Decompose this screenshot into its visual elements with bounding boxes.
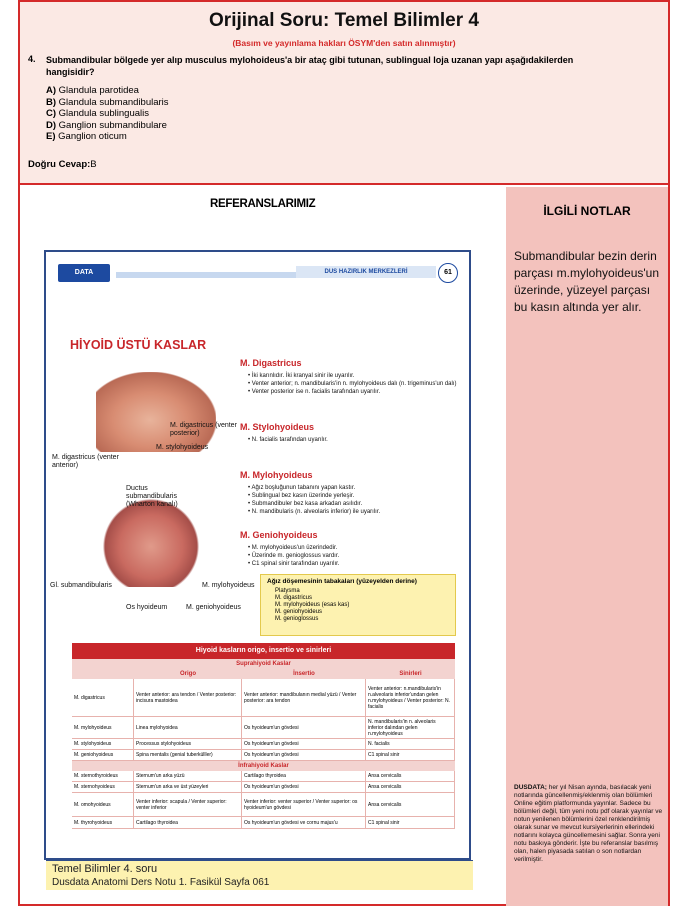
header-label: DUS HAZIRLIK MERKEZLERİ <box>296 266 436 278</box>
figure-label: M. digastricus (venter posterior) <box>170 422 237 437</box>
table-row: M. mylohyoideus Linea mylohyoidea Os hyoideum'un gövdesi N. mandibularis'in n. alveolaris inferior dalından gelen n.mylohyoideus <box>72 717 455 739</box>
options-list <box>46 85 169 143</box>
section-geniohyoideus: M. Geniohyoideus <box>240 530 318 540</box>
textbook-page <box>44 250 471 888</box>
stylohyoideus-bullets: • N. facialis tarafından uyarılır. <box>248 436 458 444</box>
figure-label: Os hyoideum <box>126 604 168 611</box>
page-frame <box>18 0 670 906</box>
question-text: Submandibular bölgede yer alıp musculus mylohoideus'a bir ataç gibi tutunan, sublingual loja uzanan yapı aşağıdakilerden hangisidir? <box>46 55 574 77</box>
anatomy-figure-neck <box>96 372 216 452</box>
hyoid-muscles-table <box>72 643 455 829</box>
table-row: M. thyrohyoideus Cartilago thyroidea Os hyoideum'un gövdesi ve cornu majus'u C1 spinal sinir <box>72 817 455 829</box>
mouth-floor-layers-box: Ağız döşemesinin tabakaları (yüzeyelden derine) Platysma M. digastricus M. mylohyoideus (esas kas) M. geniohyoideus M. genioglossus <box>260 574 456 636</box>
table-title: Hiyoid kasların origo, insertio ve sinirleri <box>72 643 455 659</box>
page-number: 61 <box>438 263 458 283</box>
rights-notice: (Basım ve yayınlama hakları ÖSYM'den satın alınmıştır) <box>232 38 456 48</box>
table-row: M. sternothyroideus Sternum'un arka yüzü Cartilago thyroidea Ansa cervicalis <box>72 771 455 782</box>
related-notes-panel <box>506 187 668 906</box>
section-mylohyoideus: M. Mylohyoideus <box>240 470 313 480</box>
table-header: Origo İnsertio Sinirleri <box>72 669 455 679</box>
figure-label: M. geniohyoideus <box>186 604 241 611</box>
option-b: B) Glandula submandibularis <box>46 96 169 108</box>
table-row: M. digastricus Venter anterior: ara tendon / Venter posterior: incisura mastoidea Venter anterior: mandibulanın medial yüzü / Venter posterior: ara tendon Venter anterior: n.mandibularis'in n.alveolaris inferior'undan gelen n.mylohyoideus / Venter posterior: N. facialis <box>72 679 455 717</box>
mylohyoideus-bullets: • Ağız boşluğunun tabanını yapan kastır. • Sublingual bez kasın üzerinde yerleşir. • Submandibuler bez kasa arkadan asılıdır. • N. mandibularis (n. alveolaris inferior) ile uyarılır. <box>248 484 458 516</box>
page-caption <box>46 860 473 890</box>
page-title: HİYOİD ÜSTÜ KASLAR <box>70 338 207 352</box>
question-box <box>20 2 668 185</box>
figure-label: Ductus submandibularis (Wharton kanalı) <box>126 485 178 508</box>
figure-label: M. stylohyoideus <box>156 444 209 451</box>
page-header <box>50 262 465 284</box>
option-e: E) Ganglion oticum <box>46 131 127 142</box>
figure-label: M. digastricus (venter anterior) <box>52 454 119 469</box>
references-heading: REFERANSLARIMIZ <box>210 198 316 210</box>
option-d: D) Ganglion submandibulare <box>46 119 167 131</box>
notes-footer: DUSDATA; her yıl Nisan ayında, basılacak yeni notlarında güncellenmiş/eklenmiş olan bölümleri Online eğitim platformunda yayınlar. Sadece bu bölümleri değil, tüm yeni notu pdf olarak yayınlar ve notun yenilenen bölümlerini özel renklendirilmiş olarak sunar ve mevcut kursiyerlerinin ellerindeki notlarını kolayca güncellemesini sağlar. Sonra yeni notu baskıya gönderir. İşte bu referanslar basılmış olan, halen piyasada satılan o son notlardan verilmiştir. <box>514 784 663 863</box>
dusdata-logo: DATA <box>58 264 110 282</box>
section-digastricus: M. Digastricus <box>240 358 302 368</box>
table-section-supra: Suprahiyoid Kaslar <box>72 659 455 669</box>
option-c: C) Glandula sublingualis <box>46 108 149 119</box>
table-row: M. omohyoideus Venter inferior: scapula / Venter superior: venter inferior Venter inferior: venter superior / Venter superior: os hyoideum'un gövdesi Ansa cervicalis <box>72 793 455 817</box>
anatomy-figure-mouth-floor <box>101 497 201 587</box>
table-row: M. geniohyoideus Spina mentalis (genial tuberkülller) Os hyoideum'un gövdesi C1 spinal sinir <box>72 750 455 761</box>
question-number: 4. <box>28 54 36 64</box>
caption-line-1: Temel Bilimler 4. soru <box>52 863 158 875</box>
notes-title: İLGİLİ NOTLAR <box>543 204 631 218</box>
section-stylohyoideus: M. Stylohyoideus <box>240 422 315 432</box>
table-section-infra: İnfrahiyoid Kaslar <box>72 761 455 771</box>
figure-label: M. mylohyoideus <box>202 582 255 589</box>
figure-label: Gl. submandibularis <box>50 582 112 589</box>
caption-line-2: Dusdata Anatomi Ders Notu 1. Fasikül Sayfa 061 <box>52 877 270 888</box>
question-title: Orijinal Soru: Temel Bilimler 4 <box>209 10 479 31</box>
geniohyoideus-bullets: • M. mylohyoideus'un üzerindedir. • Üzerinde m. genioglossus vardır. • C1 spinal sinir tarafından uyarılır. <box>248 544 458 568</box>
table-row: M. stylohyoideus Processus stylohyoideus Os hyoideum'un gövdesi N. facialis <box>72 739 455 750</box>
notes-text: Submandibular bezin derin parçası m.mylohyoideus'un üzerinde, yüzeyel parçası bu kasın altında yer alır. <box>514 249 660 314</box>
correct-answer: Doğru Cevap:B <box>28 159 97 170</box>
option-a: A) Glandula parotidea <box>46 85 139 96</box>
table-row: M. sternohyoideus Sternum'un arka ve üst yüzeyleri Os hyoideum'un gövdesi Ansa cervicalis <box>72 782 455 793</box>
digastricus-bullets: • İki karınlıdır. İki kranyal sinir ile uyarılır. • Venter anterior; n. mandibularis'in n. mylohyoideus dalı (n. trigeminus'un dalı) • Venter posterior ise n. facialis tarafından uyarılır. <box>248 372 458 396</box>
